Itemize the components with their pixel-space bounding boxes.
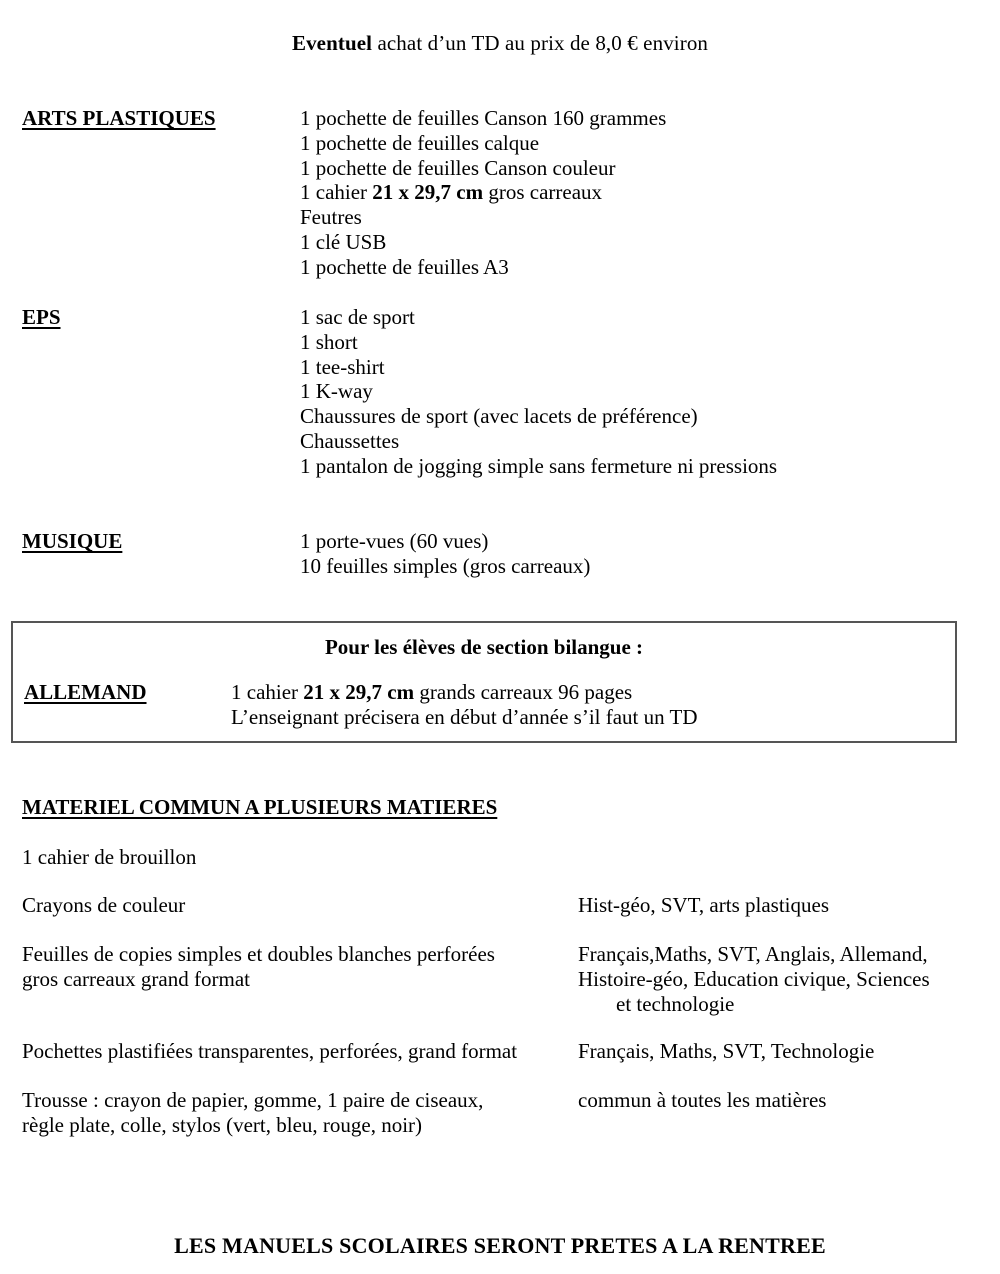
- table-cell-material: [22, 845, 567, 870]
- subject-items-musique: [300, 529, 982, 579]
- subjects-line: commun à toutes les matières: [578, 1088, 827, 1112]
- supply-item: Feutres: [300, 205, 362, 230]
- supply-item: Chaussettes: [300, 428, 400, 453]
- subjects-line: Hist-géo, SVT, arts plastiques: [578, 893, 829, 917]
- table-cell-subjects: [578, 1039, 982, 1064]
- material-line: Feuilles de copies simples et doubles blanches perforées: [22, 942, 495, 966]
- subject-block-musique: [22, 529, 982, 579]
- supply-item: [231, 680, 944, 705]
- supply-item-bold: 21 x 29,7 cm: [303, 680, 415, 704]
- supply-item: 10 feuilles simples (gros carreaux): [300, 553, 591, 578]
- table-row: [22, 942, 982, 1039]
- subjects-line: Français, Maths, SVT, Technologie: [578, 1039, 875, 1063]
- common-materials-heading: MATERIEL COMMUN A PLUSIEURS MATIERES: [22, 795, 498, 819]
- subject-label-allemand: ALLEMAND: [24, 680, 147, 704]
- table-cell-material: [22, 1088, 567, 1138]
- table-row: [22, 1039, 982, 1088]
- top-note-bold: Eventuel: [291, 31, 373, 55]
- supply-item: 1 clé USB: [300, 229, 387, 254]
- supply-item: 1 pochette de feuilles Canson couleur: [300, 155, 616, 180]
- supply-item: 1 pantalon de jogging simple sans fermeture ni pressions: [300, 453, 778, 478]
- top-note: [0, 30, 1000, 56]
- subjects-line: Histoire-géo, Education civique, Sciences: [578, 966, 930, 991]
- supply-item: 1 short: [300, 329, 358, 354]
- top-note-rest: achat d’un TD au prix de 8,0 € environ: [372, 31, 709, 55]
- supply-item: 1 tee-shirt: [300, 354, 385, 379]
- subject-block-arts-plastiques: [22, 106, 982, 280]
- supply-item: [300, 180, 982, 205]
- table-row: [22, 893, 982, 942]
- table-row: [22, 1088, 982, 1148]
- footer-note: LES MANUELS SCOLAIRES SERONT PRETES A LA RENTREE: [174, 1233, 826, 1258]
- material-line: gros carreaux grand format: [22, 966, 250, 991]
- supply-item: 1 pochette de feuilles Canson 160 grammes: [300, 106, 667, 130]
- material-line: Pochettes plastifiées transparentes, perforées, grand format: [22, 1039, 518, 1063]
- supply-item-pre: 1 cahier: [231, 680, 304, 704]
- supply-item-post: gros carreaux: [483, 180, 603, 205]
- supply-item: 1 pochette de feuilles A3: [300, 254, 509, 279]
- subjects-line: Français,Maths, SVT, Anglais, Allemand,: [578, 942, 928, 966]
- bilangue-title: Pour les élèves de section bilangue :: [324, 635, 644, 659]
- supply-item-post: grands carreaux 96 pages: [414, 680, 633, 704]
- subjects-line: et technologie: [616, 991, 735, 1016]
- supply-item: L’enseignant précisera en début d’année s’il faut un TD: [231, 704, 698, 729]
- material-line: Trousse : crayon de papier, gomme, 1 paire de ciseaux,: [22, 1088, 484, 1112]
- supply-item: 1 porte-vues (60 vues): [300, 529, 489, 553]
- supply-item: 1 pochette de feuilles calque: [300, 130, 540, 155]
- bilangue-section-box: [11, 621, 957, 743]
- supply-item-bold: 21 x 29,7 cm: [372, 180, 484, 205]
- material-line: règle plate, colle, stylos (vert, bleu, rouge, noir): [22, 1112, 423, 1137]
- subject-label-arts-plastiques: ARTS PLASTIQUES: [22, 106, 216, 130]
- subject-label-eps: EPS: [22, 305, 61, 329]
- table-cell-subjects: [578, 942, 982, 1016]
- table-cell-material: [22, 1039, 567, 1064]
- subject-block-eps: [22, 305, 982, 479]
- subject-items-allemand: [231, 680, 944, 730]
- subject-items-arts-plastiques: [300, 106, 982, 280]
- table-cell-subjects: [578, 893, 982, 918]
- supply-item: Chaussures de sport (avec lacets de préférence): [300, 404, 698, 429]
- material-line: Crayons de couleur: [22, 893, 186, 917]
- table-cell-material: [22, 893, 567, 918]
- bilangue-row: [24, 680, 944, 730]
- table-row: [22, 845, 982, 893]
- supply-item: 1 K-way: [300, 379, 373, 404]
- table-cell-material: [22, 942, 567, 992]
- subject-items-eps: [300, 305, 982, 479]
- material-line: 1 cahier de brouillon: [22, 845, 197, 869]
- subject-label-musique: MUSIQUE: [22, 529, 123, 553]
- table-cell-subjects: [578, 1088, 982, 1113]
- supply-item: 1 sac de sport: [300, 305, 415, 329]
- supply-item-pre: 1 cahier: [300, 180, 373, 205]
